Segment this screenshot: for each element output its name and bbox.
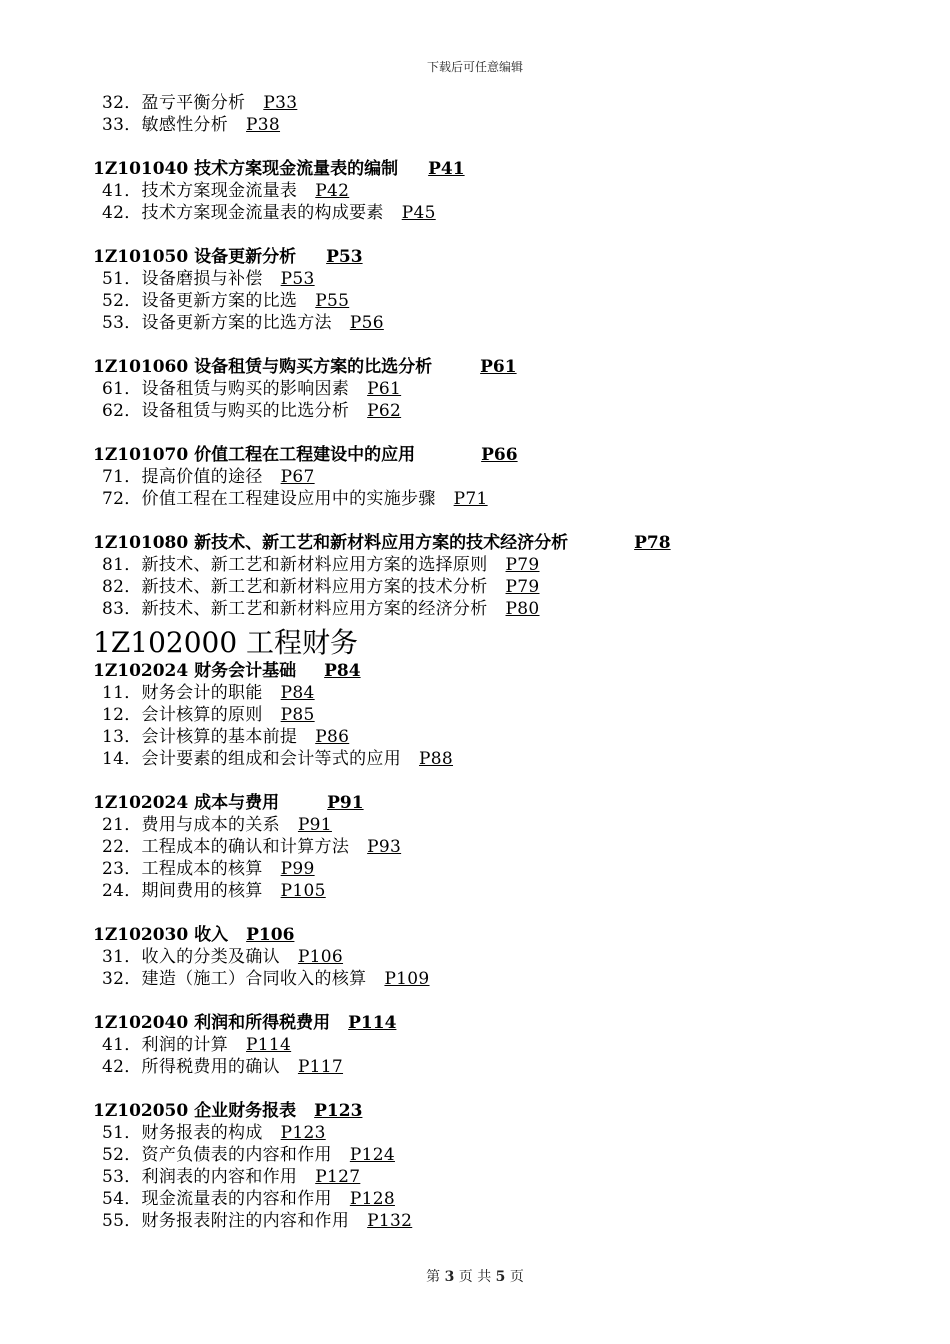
toc-entry-text: 55．财务报表附注的内容和作用 [102,1211,350,1231]
section-spacer [93,1078,893,1100]
toc-entry [93,290,893,312]
toc-entry [93,180,893,202]
section-heading-text: 1Z101070 价值工程在工程建设中的应用 [93,445,416,465]
toc-entry [93,1210,893,1232]
chapter-title: 1Z102000 工程财务 [93,626,359,659]
toc-entry-text: 53．设备更新方案的比选方法 [102,313,332,333]
footer-total-pages: 5 [495,1269,506,1285]
footer-mid: 页 共 [458,1269,492,1285]
toc-entry [93,488,893,510]
toc-entry-text: 33．敏感性分析 [102,115,229,135]
toc-entry [93,682,893,704]
toc-entry-text: 61．设备租赁与购买的影响因素 [102,379,350,399]
section-heading [93,444,893,466]
toc-entry-text: 14．会计要素的组成和会计等式的应用 [102,749,402,769]
toc-entry-text: 83．新技术、新工艺和新材料应用方案的经济分析 [102,599,488,619]
page-reference-link[interactable]: P80 [505,599,540,619]
toc-entry-text: 53．利润表的内容和作用 [102,1167,298,1187]
footer-page-number: 3 [444,1269,455,1285]
toc-content [93,92,893,1232]
toc-entry-text: 23．工程成本的核算 [102,859,263,879]
page-reference-link[interactable]: P91 [327,793,364,813]
page-reference-link[interactable]: P124 [349,1145,395,1165]
toc-entry-text: 13．会计核算的基本前提 [102,727,298,747]
section-heading [93,246,893,268]
section-heading [93,532,893,554]
page-reference-link[interactable]: P66 [481,445,518,465]
page-reference-link[interactable]: P88 [419,749,454,769]
page-reference-link[interactable]: P78 [634,533,671,553]
toc-entry-text: 51．设备磨损与补偿 [102,269,263,289]
toc-entry-text: 52．资产负债表的内容和作用 [102,1145,332,1165]
toc-entry [93,378,893,400]
footer-suffix: 页 [509,1269,524,1285]
section-spacer [93,224,893,246]
section-spacer [93,770,893,792]
section-heading-text: 1Z101080 新技术、新工艺和新材料应用方案的技术经济分析 [93,533,569,553]
toc-entry [93,466,893,488]
toc-entry-text: 41．技术方案现金流量表 [102,181,298,201]
section-heading-text: 1Z101040 技术方案现金流量表的编制 [93,159,399,179]
toc-entry [93,858,893,880]
toc-entry [93,704,893,726]
section-spacer [93,990,893,1012]
toc-entry [93,1122,893,1144]
toc-entry-text: 42．所得税费用的确认 [102,1057,280,1077]
section-heading-text: 1Z102024 财务会计基础 [93,661,297,681]
page-reference-link[interactable]: P99 [280,859,315,879]
page-reference-link[interactable]: P117 [297,1057,344,1077]
page-reference-link[interactable]: P105 [280,881,326,901]
toc-entry [93,1144,893,1166]
toc-entry-text: 24．期间费用的核算 [102,881,263,901]
section-heading-text: 1Z102024 成本与费用 [93,793,280,813]
page-reference-link[interactable]: P41 [428,159,465,179]
page-reference-link[interactable]: P42 [315,181,350,201]
section-heading-text: 1Z101050 设备更新分析 [93,247,297,267]
section-heading [93,356,893,378]
toc-entry [93,836,893,858]
toc-entry-text: 32．建造（施工）合同收入的核算 [102,969,367,989]
toc-entry [93,1188,893,1210]
toc-entry-text: 31．收入的分类及确认 [102,947,280,967]
toc-entry [93,748,893,770]
page-reference-link[interactable]: P33 [263,93,298,113]
toc-entry-text: 52．设备更新方案的比选 [102,291,298,311]
toc-entry [93,554,893,576]
toc-entry-text: 21．费用与成本的关系 [102,815,280,835]
page-reference-link[interactable]: P53 [326,247,363,267]
section-heading-text: 1Z102050 企业财务报表 [93,1101,297,1121]
page-reference-link[interactable]: P106 [246,925,295,945]
section-heading [93,924,893,946]
page-footer [0,1266,950,1286]
page-reference-link[interactable]: P127 [315,1167,361,1187]
page-reference-link[interactable]: P85 [280,705,315,725]
toc-entry-text: 71．提高价值的途径 [102,467,263,487]
toc-entry [93,114,893,136]
toc-entry-text: 41．利润的计算 [102,1035,229,1055]
page-reference-link[interactable]: P79 [505,555,540,575]
page-reference-link[interactable]: P91 [297,815,332,835]
section-heading [93,158,893,180]
toc-entry [93,1034,893,1056]
toc-entry-text: 12．会计核算的原则 [102,705,263,725]
page-reference-link[interactable]: P38 [246,115,281,135]
toc-entry [93,598,893,620]
page-reference-link[interactable]: P62 [367,401,402,421]
page-reference-link[interactable]: P128 [349,1189,395,1209]
page-reference-link[interactable]: P123 [314,1101,363,1121]
section-spacer [93,510,893,532]
toc-entry [93,268,893,290]
page-reference-link[interactable]: P114 [246,1035,292,1055]
page-reference-link[interactable]: P123 [280,1123,326,1143]
section-heading [93,660,893,682]
section-spacer [93,902,893,924]
page-reference-link[interactable]: P106 [297,947,344,967]
page-reference-link[interactable]: P61 [480,357,517,377]
toc-entry [93,400,893,422]
section-heading-text: 1Z102030 收入 [93,925,229,945]
page-reference-link[interactable]: P93 [367,837,402,857]
toc-entry [93,202,893,224]
toc-entry-text: 72．价值工程在工程建设应用中的实施步骤 [102,489,436,509]
page-reference-link[interactable]: P86 [315,727,350,747]
footer-prefix: 第 [426,1269,441,1285]
page-reference-link[interactable]: P45 [401,203,436,223]
section-heading [93,1100,893,1122]
toc-entry [93,312,893,334]
page-reference-link[interactable]: P79 [505,577,540,597]
toc-entry-text: 32．盈亏平衡分析 [102,93,246,113]
toc-entry-text: 81．新技术、新工艺和新材料应用方案的选择原则 [102,555,488,575]
toc-entry [93,880,893,902]
section-spacer [93,136,893,158]
section-heading-text: 1Z102040 利润和所得税费用 [93,1013,331,1033]
toc-entry-text: 82．新技术、新工艺和新材料应用方案的技术分析 [102,577,488,597]
toc-entry-text: 51．财务报表的构成 [102,1123,263,1143]
section-spacer [93,334,893,356]
toc-entry [93,946,893,968]
page-reference-link[interactable]: P84 [280,683,315,703]
toc-entry-text: 42．技术方案现金流量表的构成要素 [102,203,384,223]
toc-entry [93,726,893,748]
section-spacer [93,422,893,444]
page-reference-link[interactable]: P114 [348,1013,397,1033]
section-heading [93,792,893,814]
toc-entry [93,92,893,114]
toc-entry [93,814,893,836]
toc-entry-text: 62．设备租赁与购买的比选分析 [102,401,350,421]
toc-entry [93,1056,893,1078]
toc-entry-text: 54．现金流量表的内容和作用 [102,1189,332,1209]
page-header: 下载后可任意编辑 [426,60,523,74]
page-reference-link[interactable]: P109 [384,969,430,989]
toc-entry [93,576,893,598]
page-reference-link[interactable]: P53 [280,269,315,289]
page-reference-link[interactable]: P61 [367,379,402,399]
page-reference-link[interactable]: P56 [349,313,384,333]
toc-entry-text: 22．工程成本的确认和计算方法 [102,837,350,857]
page-reference-link[interactable]: P84 [324,661,361,681]
toc-entry [93,968,893,990]
page-reference-link[interactable]: P67 [280,467,315,487]
page-reference-link[interactable]: P71 [453,489,488,509]
toc-entry [93,1166,893,1188]
page-reference-link[interactable]: P132 [367,1211,413,1231]
section-heading [93,1012,893,1034]
toc-entry-text: 11．财务会计的职能 [102,683,263,703]
page-reference-link[interactable]: P55 [315,291,350,311]
section-heading-text: 1Z101060 设备租赁与购买方案的比选分析 [93,357,433,377]
